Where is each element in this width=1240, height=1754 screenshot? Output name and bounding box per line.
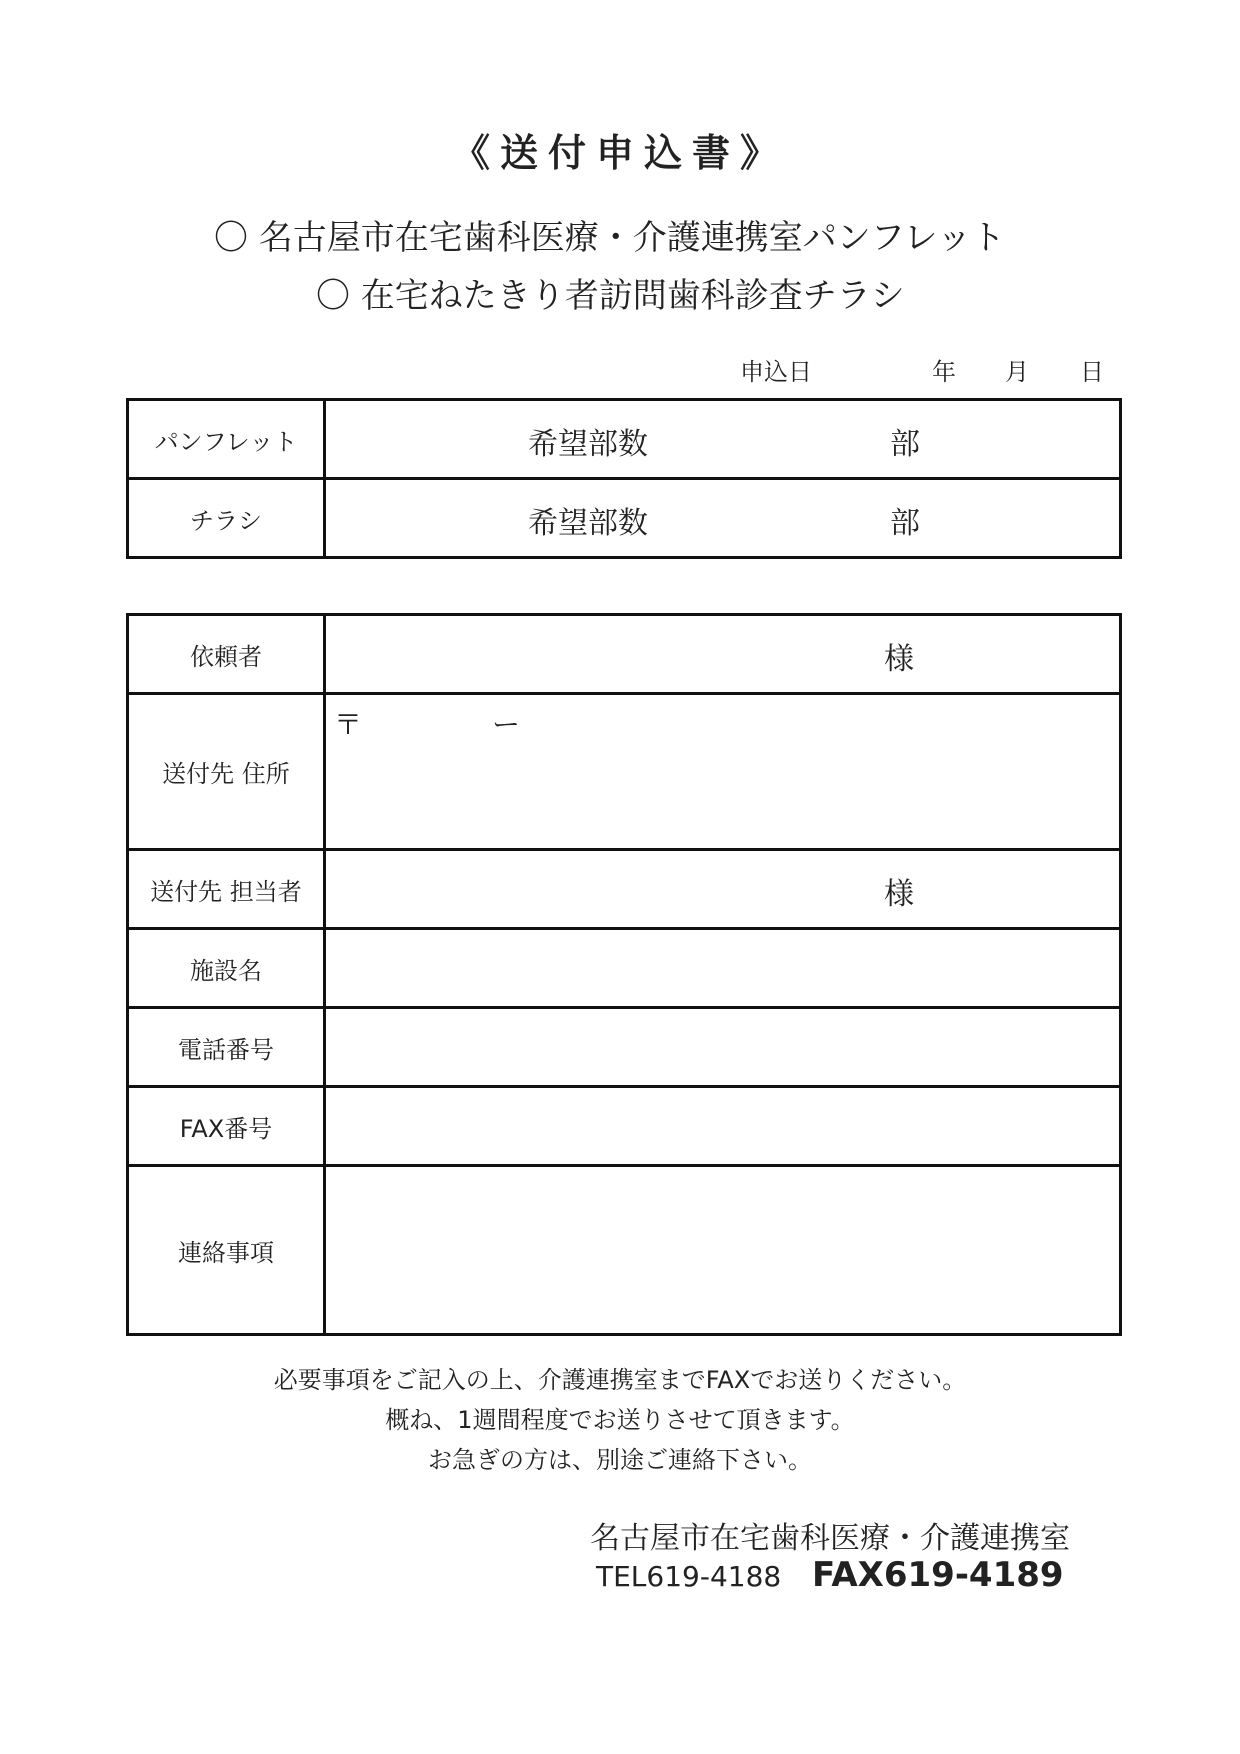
phone-label: 電話番号	[128, 1008, 325, 1087]
phone-field[interactable]	[325, 1008, 1121, 1087]
unit-label: 部	[890, 506, 920, 541]
contact-field[interactable]	[325, 850, 1121, 929]
flyer-label: チラシ	[128, 479, 325, 558]
facility-label: 施設名	[128, 929, 325, 1008]
table-row	[128, 929, 1121, 1008]
address-field[interactable]	[325, 694, 1121, 850]
quantity-label: 希望部数	[528, 427, 648, 462]
address-label: 送付先 住所	[128, 694, 325, 850]
flyer-quantity-field[interactable]	[325, 479, 1121, 558]
table-row	[128, 479, 1121, 558]
requester-label: 依頼者	[128, 615, 325, 694]
honorific-label: 様	[884, 642, 914, 677]
contact-label: 送付先 担当者	[128, 850, 325, 929]
date-month-label: 月	[1005, 358, 1029, 386]
footer-tel: TEL619-4188	[596, 1560, 782, 1593]
subtitle-flyer: 〇 在宅ねたきり者訪問歯科診査チラシ	[316, 276, 905, 316]
facility-field[interactable]	[325, 929, 1121, 1008]
form-title: 《送付申込書》	[451, 131, 788, 175]
order-table	[126, 398, 1122, 559]
requester-field[interactable]	[325, 615, 1121, 694]
date-year-label: 年	[932, 358, 956, 386]
table-row	[128, 1087, 1121, 1166]
postal-dash: ー	[492, 708, 521, 741]
footer-organization: 名古屋市在宅歯科医療・介護連携室	[590, 1521, 1070, 1556]
application-date-label: 申込日	[740, 358, 812, 386]
table-row	[128, 1008, 1121, 1087]
quantity-label: 希望部数	[528, 506, 648, 541]
postal-mark: 〒	[334, 708, 363, 741]
instruction-line-3: お急ぎの方は、別途ご連絡下さい。	[428, 1446, 812, 1474]
table-row	[128, 850, 1121, 929]
table-row	[128, 400, 1121, 479]
date-day-label: 日	[1080, 358, 1104, 386]
subtitle-pamphlet: 〇 名古屋市在宅歯科医療・介護連携室パンフレット	[214, 218, 1006, 258]
table-row	[128, 1166, 1121, 1335]
table-row	[128, 694, 1121, 850]
pamphlet-label: パンフレット	[128, 400, 325, 479]
instruction-line-1: 必要事項をご記入の上、介護連携室までFAXでお送りください。	[273, 1366, 967, 1394]
honorific-label: 様	[884, 877, 914, 912]
instruction-line-2: 概ね、1週間程度でお送りさせて頂きます。	[385, 1406, 855, 1434]
unit-label: 部	[890, 427, 920, 462]
info-table	[126, 613, 1122, 1336]
fax-label: FAX番号	[128, 1087, 325, 1166]
notes-field[interactable]	[325, 1166, 1121, 1335]
notes-label: 連絡事項	[128, 1166, 325, 1335]
table-row	[128, 615, 1121, 694]
fax-field[interactable]	[325, 1087, 1121, 1166]
pamphlet-quantity-field[interactable]	[325, 400, 1121, 479]
footer-fax: FAX619-4189	[812, 1555, 1064, 1595]
